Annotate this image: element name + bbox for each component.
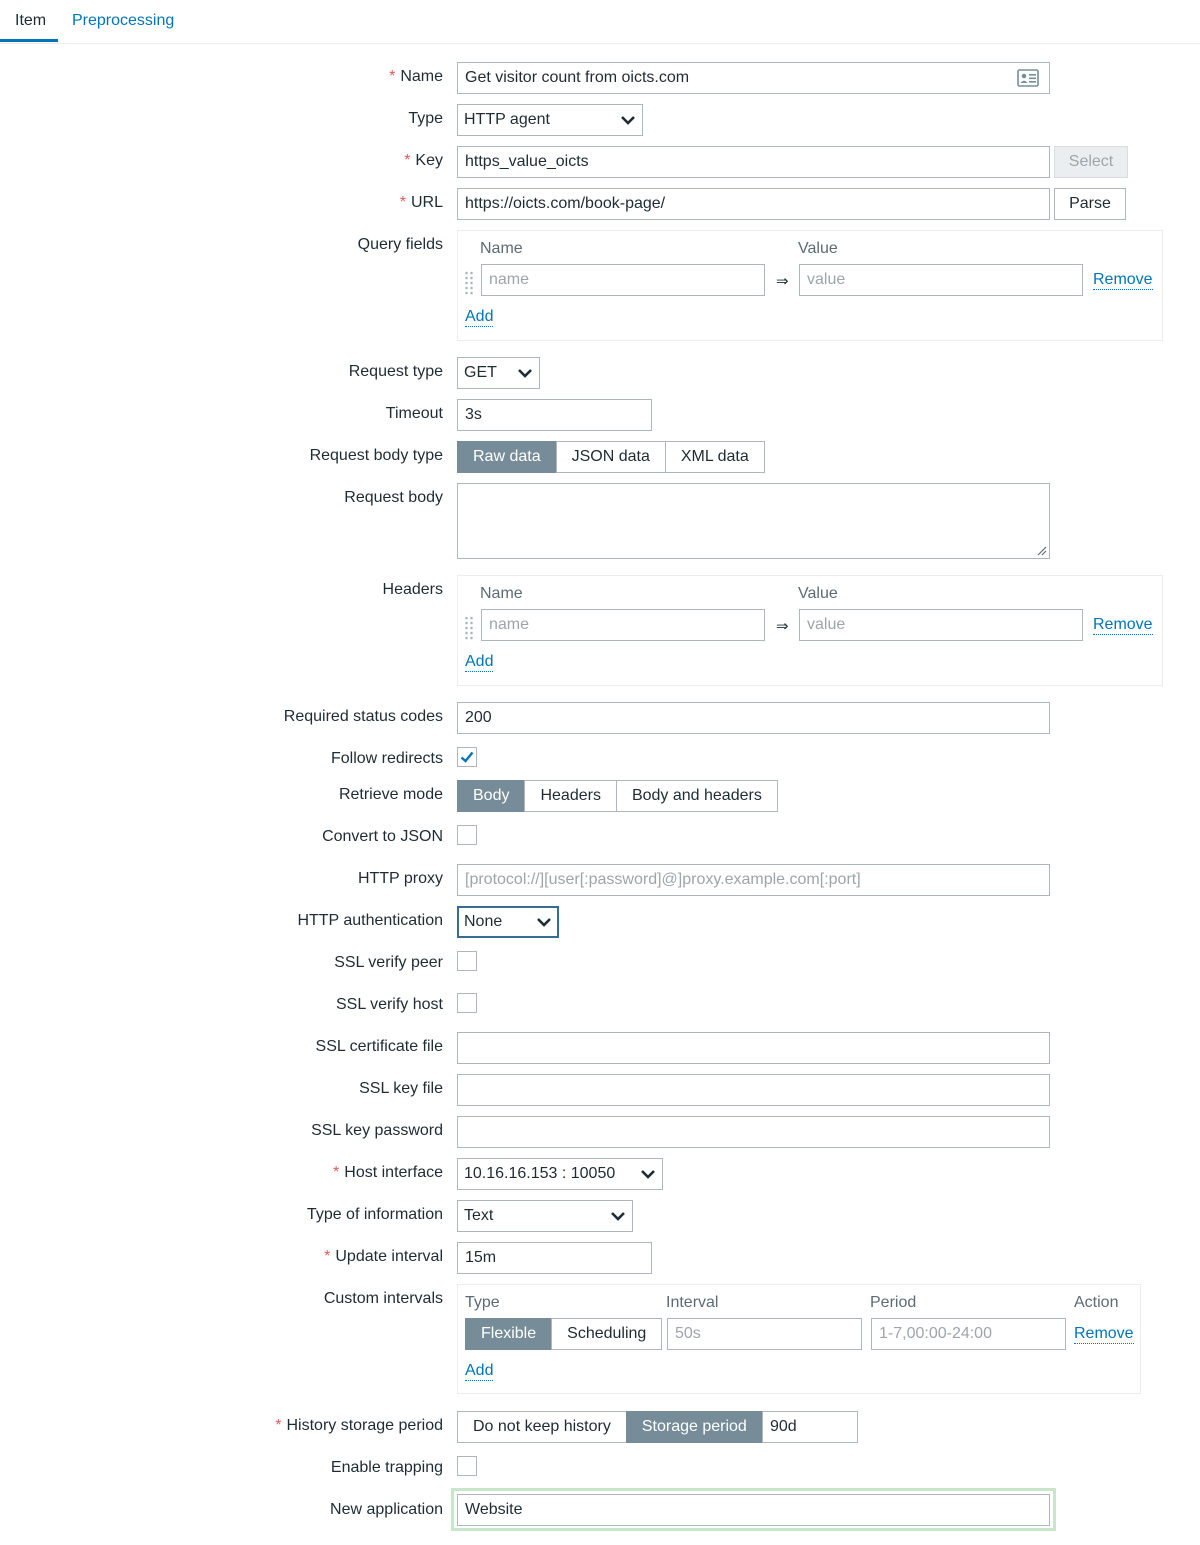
http-proxy-input[interactable]: [protocol://][user[:password]@]proxy.example.com[:port] — [457, 864, 1050, 896]
column-header: Name — [480, 240, 523, 257]
column-header: Type — [465, 1294, 500, 1311]
arrow-icon: ⇒ — [776, 618, 789, 635]
flexible-option[interactable]: Flexible — [465, 1318, 552, 1350]
type-label: Type — [408, 110, 443, 127]
history-storage-period-label: * History storage period — [275, 1417, 443, 1434]
ssl-verify-peer-label: SSL verify peer — [334, 954, 443, 971]
arrow-icon: ⇒ — [776, 273, 789, 290]
new-application-input[interactable]: Website — [457, 1494, 1050, 1526]
status-codes-input[interactable]: 200 — [457, 702, 1050, 734]
headers-option[interactable]: Headers — [524, 780, 616, 812]
add-link[interactable]: Add — [465, 653, 494, 670]
scheduling-option[interactable]: Scheduling — [551, 1318, 662, 1350]
checkmark-icon — [459, 749, 475, 765]
ssl-verify-host-checkbox[interactable] — [457, 993, 477, 1013]
period-input[interactable]: 1-7,00:00-24:00 — [871, 1318, 1066, 1350]
follow-redirects-label: Follow redirects — [330, 750, 443, 767]
update-interval-label: * Update interval — [324, 1248, 443, 1265]
request-type-select[interactable]: GET — [457, 357, 540, 389]
raw-data-option[interactable]: Raw data — [457, 441, 557, 473]
chevron-down-icon — [620, 114, 636, 126]
header-name-input[interactable]: name — [481, 609, 765, 641]
query-value-input[interactable]: value — [799, 264, 1083, 296]
update-interval-input[interactable]: 15m — [457, 1242, 652, 1274]
enable-trapping-checkbox[interactable] — [457, 1456, 477, 1476]
required-status-codes-label: Required status codes — [283, 708, 443, 725]
add-link[interactable]: Add — [465, 1362, 494, 1379]
headers-label: Headers — [382, 581, 443, 598]
interval-input[interactable]: 50s — [667, 1318, 862, 1350]
column-header: Value — [798, 240, 838, 257]
drag-handle-icon[interactable] — [464, 616, 474, 640]
convert-to-json-checkbox[interactable] — [457, 825, 477, 845]
select-button[interactable]: Select — [1054, 146, 1128, 178]
column-header: Interval — [666, 1294, 719, 1311]
chevron-down-icon — [517, 367, 533, 379]
ssl-verify-peer-checkbox[interactable] — [457, 951, 477, 971]
ssl-certificate-file-input[interactable] — [457, 1032, 1050, 1064]
storage-period-option[interactable]: Storage period — [626, 1411, 763, 1443]
tab-bar — [0, 0, 1200, 44]
header-value-input[interactable]: value — [799, 609, 1083, 641]
column-header: Value — [798, 585, 838, 602]
custom-intervals-panel — [457, 1284, 1141, 1394]
new-application-label: New application — [330, 1501, 443, 1518]
chevron-down-icon — [536, 916, 552, 928]
history-mode-group — [457, 1411, 763, 1443]
label-macro-icon[interactable] — [1017, 69, 1039, 87]
remove-link[interactable]: Remove — [1074, 1325, 1134, 1342]
key-input[interactable]: https_value_oicts — [457, 146, 1050, 178]
http-authentication-label: HTTP authentication — [297, 912, 443, 929]
http-proxy-label: HTTP proxy — [357, 870, 443, 887]
ssl-key-password-input[interactable] — [457, 1116, 1050, 1148]
interval-type-group — [465, 1318, 662, 1350]
query-fields-label: Query fields — [357, 236, 443, 253]
retrieve-mode-group — [457, 780, 778, 812]
chevron-down-icon — [610, 1210, 626, 1222]
url-input[interactable]: https://oicts.com/book-page/ — [457, 188, 1050, 220]
http-authentication-select[interactable]: None — [457, 906, 559, 938]
remove-link[interactable]: Remove — [1093, 271, 1153, 288]
url-label: * URL — [399, 194, 443, 211]
type-of-information-select[interactable]: Text — [457, 1200, 633, 1232]
follow-redirects-checkbox[interactable] — [457, 747, 477, 767]
name-label: * Name — [389, 68, 443, 85]
host-interface-label: * Host interface — [333, 1164, 443, 1181]
ssl-key-file-input[interactable] — [457, 1074, 1050, 1106]
convert-to-json-label: Convert to JSON — [322, 828, 443, 845]
request-body-textarea[interactable] — [457, 483, 1050, 559]
query-fields-panel — [457, 230, 1163, 341]
request-body-label: Request body — [344, 489, 443, 506]
retrieve-mode-label: Retrieve mode — [338, 786, 443, 803]
ssl-key-file-label: SSL key file — [359, 1080, 443, 1097]
column-header: Period — [870, 1294, 917, 1311]
add-link[interactable]: Add — [465, 308, 494, 325]
body-and-headers-option[interactable]: Body and headers — [616, 780, 778, 812]
timeout-label: Timeout — [385, 405, 443, 422]
request-type-label: Request type — [348, 363, 443, 380]
tab-preprocessing[interactable]: Preprocessing — [72, 12, 175, 29]
parse-button[interactable]: Parse — [1054, 188, 1126, 220]
body-option[interactable]: Body — [457, 780, 525, 812]
ssl-key-password-label: SSL key password — [311, 1122, 443, 1139]
custom-intervals-label: Custom intervals — [323, 1290, 443, 1307]
request-body-type-group — [457, 441, 765, 473]
json-data-option[interactable]: JSON data — [556, 441, 666, 473]
key-label: * Key — [404, 152, 443, 169]
enable-trapping-label: Enable trapping — [330, 1459, 443, 1476]
name-input[interactable]: Get visitor count from oicts.com — [457, 62, 1050, 94]
xml-data-option[interactable]: XML data — [665, 441, 765, 473]
ssl-certificate-file-label: SSL certificate file — [315, 1038, 443, 1055]
resize-handle-icon[interactable] — [1035, 544, 1047, 556]
tab-item[interactable]: Item — [15, 12, 47, 29]
headers-panel — [457, 575, 1163, 686]
drag-handle-icon[interactable] — [464, 271, 474, 295]
active-tab-indicator — [0, 39, 58, 42]
ssl-verify-host-label: SSL verify host — [335, 996, 443, 1013]
query-name-input[interactable]: name — [481, 264, 765, 296]
remove-link[interactable]: Remove — [1093, 616, 1153, 633]
do-not-keep-history-option[interactable]: Do not keep history — [457, 1411, 627, 1443]
chevron-down-icon — [640, 1168, 656, 1180]
history-period-input[interactable]: 90d — [762, 1411, 858, 1443]
column-header: Name — [480, 585, 523, 602]
column-header: Action — [1074, 1294, 1119, 1311]
request-body-type-label: Request body type — [309, 447, 443, 464]
timeout-input[interactable]: 3s — [457, 399, 652, 431]
type-of-information-label: Type of information — [306, 1206, 443, 1223]
host-interface-select[interactable]: 10.16.16.153 : 10050 — [457, 1158, 663, 1190]
type-select[interactable]: HTTP agent — [457, 104, 643, 136]
